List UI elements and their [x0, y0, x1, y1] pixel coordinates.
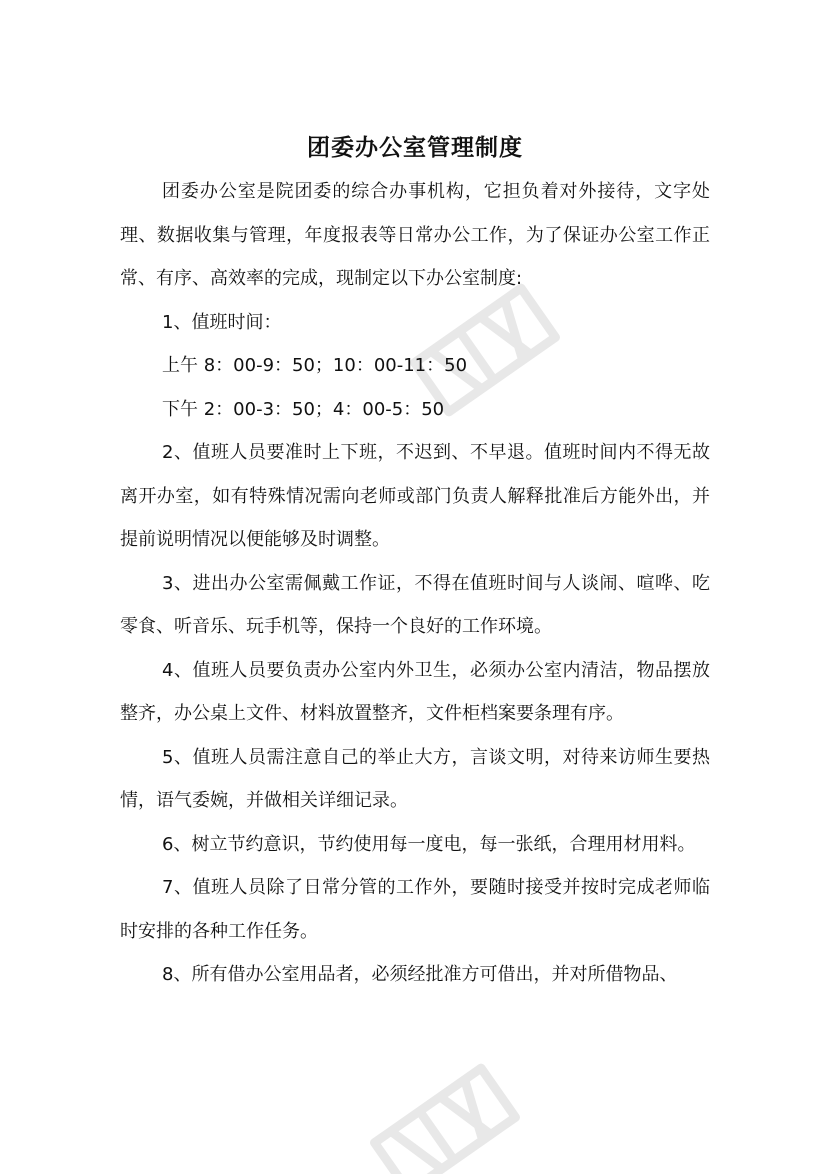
intro-paragraph: 团委办公室是院团委的综合办事机构，它担负着对外接待，文字处理、数据收集与管理，年度报表等日常办公工作，为了保证办公室工作正常、有序、高效率的完成，现制定以下办公室制度: [120, 181, 710, 289]
item-5-paragraph: 5、值班人员需注意自己的举止大方，言谈文明，对待来访师生要热情，语气委婉，并做相关详细记录。 [120, 746, 710, 811]
document-body [120, 170, 710, 997]
watermark-stamp-bottom [360, 1060, 530, 1174]
item-8-paragraph: 8、所有借办公室用品者，必须经批准方可借出，并对所借物品、 [162, 964, 678, 985]
item-7-paragraph: 7、值班人员除了日常分管的工作外，要随时接受并按时完成老师临时安排的各种工作任务。 [120, 877, 710, 942]
item-3-paragraph: 3、进出办公室需佩戴工作证，不得在值班时间与人谈闹、喧哗、吃零食、听音乐、玩手机等，保持一个良好的工作环境。 [120, 572, 710, 637]
morning-hours: 上午 8：00-9：50；10：00-11：50 [162, 355, 468, 376]
item-6-paragraph: 6、树立节约意识，节约使用每一度电，每一张纸，合理用材用料。 [162, 833, 696, 855]
item-4-paragraph: 4、值班人员要负责办公室内外卫生，必须办公室内清洁，物品摆放整齐，办公桌上文件、材料放置整齐，文件柜档案要条理有序。 [120, 659, 710, 724]
item-2-paragraph: 2、值班人员要准时上下班，不迟到、不早退。值班时间内不得无故离开办室，如有特殊情况需向老师或部门负责人解释批准后方能外出，并提前说明情况以便能够及时调整。 [120, 442, 710, 550]
item-1-heading: 1、值班时间： [162, 311, 282, 333]
document-title: 团委办公室管理制度 [307, 135, 523, 162]
afternoon-hours: 下午 2：00-3：50；4：00-5：50 [162, 398, 445, 420]
